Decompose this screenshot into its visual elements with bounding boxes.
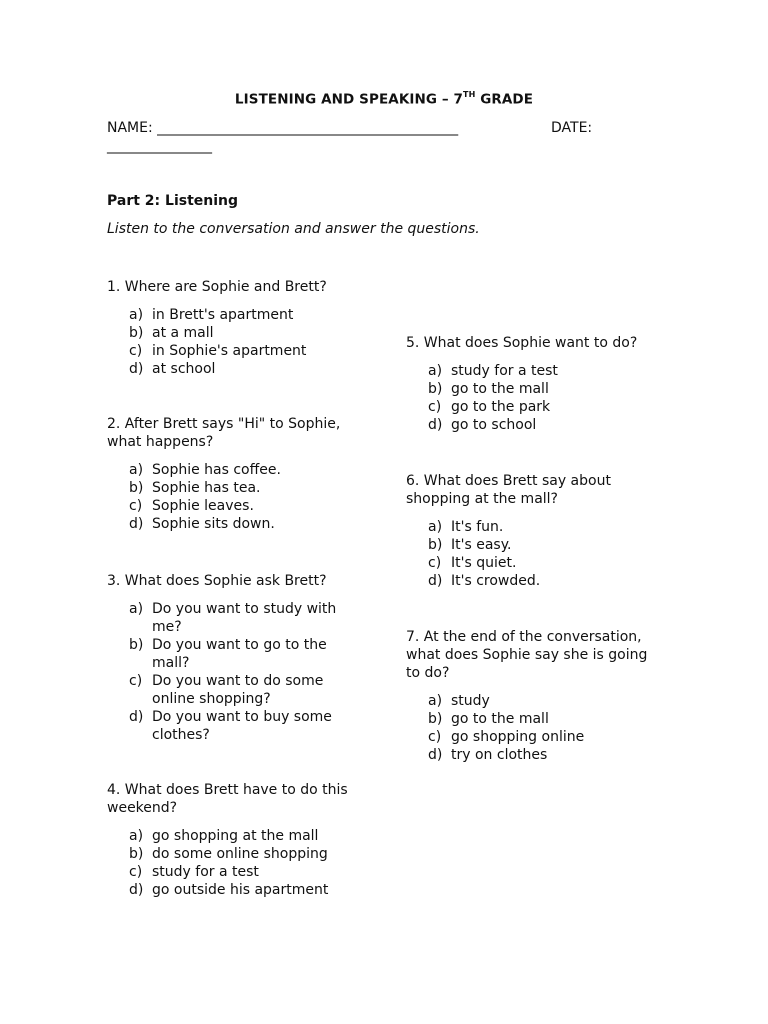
option-letter: a) bbox=[129, 462, 144, 478]
worksheet-title bbox=[107, 91, 661, 108]
option-text: study for a test bbox=[152, 864, 259, 880]
option-letter: d) bbox=[428, 417, 443, 433]
option-text: go shopping online bbox=[451, 729, 585, 745]
option-d bbox=[428, 416, 656, 434]
option-letter: a) bbox=[428, 363, 443, 379]
question-text: 3. What does Sophie ask Brett? bbox=[107, 573, 327, 589]
option-text: do some online shopping bbox=[152, 846, 328, 862]
question-2 bbox=[107, 415, 352, 533]
option-text: It's fun. bbox=[451, 519, 504, 535]
question-3 bbox=[107, 572, 347, 744]
question-text: 2. After Brett says "Hi" to Sophie, what happens? bbox=[107, 416, 341, 450]
option-text: Do you want to study with me? bbox=[152, 601, 337, 635]
question-text: 6. What does Brett say about shopping at the mall? bbox=[406, 473, 611, 507]
option-a bbox=[428, 362, 656, 380]
option-b bbox=[129, 324, 352, 342]
option-a bbox=[129, 600, 347, 636]
option-text: It's easy. bbox=[451, 537, 512, 553]
title-end: GRADE bbox=[475, 91, 534, 108]
option-list bbox=[406, 692, 656, 764]
option-text: go to the park bbox=[451, 399, 551, 415]
option-letter: d) bbox=[129, 709, 144, 725]
option-text: Do you want to buy some clothes? bbox=[152, 709, 332, 743]
option-text: Sophie has tea. bbox=[152, 480, 261, 496]
option-c bbox=[129, 863, 352, 881]
option-text: go to school bbox=[451, 417, 537, 433]
option-letter: d) bbox=[428, 573, 443, 589]
option-letter: c) bbox=[428, 399, 442, 415]
option-letter: c) bbox=[129, 864, 143, 880]
option-letter: c) bbox=[129, 498, 143, 514]
option-c bbox=[129, 497, 352, 515]
option-letter: b) bbox=[428, 537, 443, 553]
option-text: in Sophie's apartment bbox=[152, 343, 307, 359]
option-letter: b) bbox=[129, 846, 144, 862]
option-d bbox=[428, 572, 646, 590]
option-a bbox=[129, 827, 352, 845]
option-letter: a) bbox=[428, 519, 443, 535]
option-text: at a mall bbox=[152, 325, 214, 341]
option-letter: c) bbox=[129, 343, 143, 359]
option-letter: c) bbox=[129, 673, 143, 689]
option-b bbox=[129, 479, 352, 497]
title-superscript: TH bbox=[463, 90, 476, 99]
option-c bbox=[428, 554, 646, 572]
option-text: in Brett's apartment bbox=[152, 307, 294, 323]
option-c bbox=[428, 728, 656, 746]
option-b bbox=[129, 845, 352, 863]
question-text: 5. What does Sophie want to do? bbox=[406, 335, 638, 351]
option-d bbox=[129, 708, 347, 744]
option-letter: d) bbox=[428, 747, 443, 763]
option-text: study for a test bbox=[451, 363, 558, 379]
question-1 bbox=[107, 278, 352, 378]
question-text: 4. What does Brett have to do this weekend? bbox=[107, 782, 348, 816]
option-a bbox=[129, 461, 352, 479]
question-5 bbox=[406, 334, 656, 434]
option-text: Sophie sits down. bbox=[152, 516, 275, 532]
option-d bbox=[428, 746, 656, 764]
option-letter: d) bbox=[129, 361, 144, 377]
option-d bbox=[129, 360, 352, 378]
option-text: at school bbox=[152, 361, 216, 377]
option-c bbox=[129, 342, 352, 360]
option-letter: d) bbox=[129, 516, 144, 532]
date-field: _______________ bbox=[107, 138, 212, 154]
option-a bbox=[129, 306, 352, 324]
option-letter: b) bbox=[428, 711, 443, 727]
question-4 bbox=[107, 781, 352, 899]
instructions: Listen to the conversation and answer the questions. bbox=[107, 221, 480, 237]
option-text: Sophie has coffee. bbox=[152, 462, 281, 478]
option-letter: a) bbox=[129, 601, 144, 617]
option-letter: a) bbox=[428, 693, 443, 709]
option-b bbox=[428, 380, 656, 398]
option-a bbox=[428, 692, 656, 710]
name-field: NAME: ___________________________________________ bbox=[107, 120, 459, 136]
option-text: It's quiet. bbox=[451, 555, 517, 571]
name-date-row bbox=[107, 119, 667, 155]
option-b bbox=[428, 536, 646, 554]
option-letter: b) bbox=[129, 637, 144, 653]
option-b bbox=[129, 636, 347, 672]
option-list bbox=[107, 600, 347, 744]
question-7 bbox=[406, 628, 656, 764]
option-text: Do you want to go to the mall? bbox=[152, 637, 327, 671]
title-main: LISTENING AND SPEAKING – 7 bbox=[234, 91, 464, 108]
option-text: Do you want to do some online shopping? bbox=[152, 673, 324, 707]
option-text: go outside his apartment bbox=[152, 882, 329, 898]
option-text: go to the mall bbox=[451, 381, 549, 397]
option-list bbox=[107, 306, 352, 378]
question-6 bbox=[406, 472, 646, 590]
option-letter: a) bbox=[129, 828, 144, 844]
option-text: Sophie leaves. bbox=[152, 498, 254, 514]
option-list bbox=[107, 827, 352, 899]
option-text: It's crowded. bbox=[451, 573, 541, 589]
option-letter: d) bbox=[129, 882, 144, 898]
option-b bbox=[428, 710, 656, 728]
option-list bbox=[107, 461, 352, 533]
question-text: 7. At the end of the conversation, what does Sophie say she is going to do? bbox=[406, 629, 648, 681]
option-letter: a) bbox=[129, 307, 144, 323]
option-text: go shopping at the mall bbox=[152, 828, 319, 844]
option-c bbox=[428, 398, 656, 416]
option-text: try on clothes bbox=[451, 747, 548, 763]
question-text: 1. Where are Sophie and Brett? bbox=[107, 279, 327, 295]
option-list bbox=[406, 362, 656, 434]
option-a bbox=[428, 518, 646, 536]
option-text: go to the mall bbox=[451, 711, 549, 727]
option-list bbox=[406, 518, 646, 590]
option-letter: c) bbox=[428, 729, 442, 745]
part-title: Part 2: Listening bbox=[107, 193, 239, 209]
option-c bbox=[129, 672, 347, 708]
option-letter: b) bbox=[129, 480, 144, 496]
option-d bbox=[129, 881, 352, 899]
option-letter: c) bbox=[428, 555, 442, 571]
option-text: study bbox=[451, 693, 490, 709]
option-d bbox=[129, 515, 352, 533]
option-letter: b) bbox=[129, 325, 144, 341]
date-label: DATE: bbox=[551, 120, 593, 136]
option-letter: b) bbox=[428, 381, 443, 397]
